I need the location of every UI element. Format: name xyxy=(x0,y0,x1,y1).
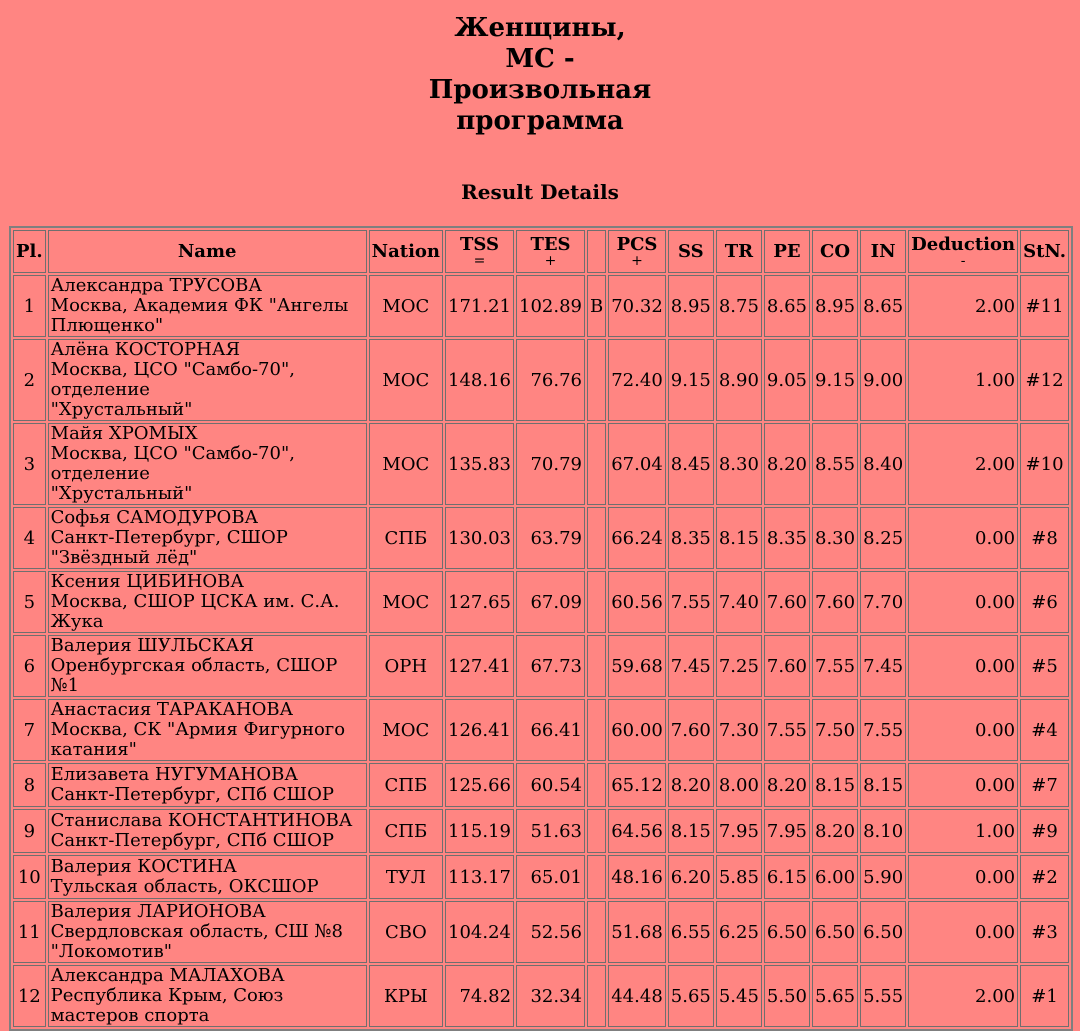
tss-cell: 148.16 xyxy=(445,339,514,421)
place-cell: 7 xyxy=(13,699,46,761)
in-cell: 6.50 xyxy=(860,901,906,963)
nation-cell: МОС xyxy=(369,339,443,421)
pe-cell: 8.20 xyxy=(764,423,810,505)
in-cell: 5.90 xyxy=(860,855,906,899)
tes-cell: 67.73 xyxy=(516,635,585,697)
skater-name: Станислава КОНСТАНТИНОВА xyxy=(50,810,353,831)
title-line: МС - xyxy=(505,44,575,74)
nation-cell: МОС xyxy=(369,699,443,761)
mark-cell xyxy=(587,763,606,807)
nation-cell: СПБ xyxy=(369,507,443,569)
in-cell: 8.40 xyxy=(860,423,906,505)
mark-cell: B xyxy=(587,275,606,337)
header-name: Name xyxy=(48,230,367,273)
table-row xyxy=(13,423,1069,505)
tes-cell: 51.63 xyxy=(516,809,585,853)
start-number-cell: #8 xyxy=(1020,507,1069,569)
skater-name: Александра ТРУСОВА xyxy=(50,275,262,296)
skater-club: Санкт-Петербург, СПб СШОР xyxy=(50,784,334,805)
skater-name: Анастасия ТАРАКАНОВА xyxy=(50,699,294,720)
deduction-cell: 2.00 xyxy=(908,423,1018,505)
co-cell: 9.15 xyxy=(812,339,858,421)
pe-cell: 7.60 xyxy=(764,635,810,697)
header-co: CO xyxy=(812,230,858,273)
pe-cell: 8.35 xyxy=(764,507,810,569)
table-row xyxy=(13,855,1069,899)
tes-cell: 102.89 xyxy=(516,275,585,337)
deduction-cell: 0.00 xyxy=(908,507,1018,569)
co-cell: 6.50 xyxy=(812,901,858,963)
header-tss-label: TSS xyxy=(460,234,500,255)
header-pe: PE xyxy=(764,230,810,273)
deduction-cell: 0.00 xyxy=(908,763,1018,807)
pe-cell: 7.60 xyxy=(764,571,810,633)
pe-cell: 6.50 xyxy=(764,901,810,963)
pcs-cell: 70.32 xyxy=(608,275,666,337)
start-number-cell: #9 xyxy=(1020,809,1069,853)
place-cell: 4 xyxy=(13,507,46,569)
tss-cell: 104.24 xyxy=(445,901,514,963)
mark-cell xyxy=(587,901,606,963)
nation-cell: СПБ xyxy=(369,763,443,807)
tss-cell: 113.17 xyxy=(445,855,514,899)
header-place: Pl. xyxy=(13,230,46,273)
co-cell: 5.65 xyxy=(812,965,858,1027)
mark-cell xyxy=(587,809,606,853)
skater-name: Валерия ШУЛЬСКАЯ xyxy=(50,635,254,656)
pcs-cell: 59.68 xyxy=(608,635,666,697)
nation-cell: СПБ xyxy=(369,809,443,853)
nation-cell: ОРН xyxy=(369,635,443,697)
name-cell xyxy=(48,423,367,505)
tr-cell: 8.90 xyxy=(716,339,762,421)
pcs-cell: 60.56 xyxy=(608,571,666,633)
deduction-cell: 1.00 xyxy=(908,339,1018,421)
skater-name: Валерия ЛАРИОНОВА xyxy=(50,901,266,922)
tss-cell: 171.21 xyxy=(445,275,514,337)
header-pcs-sub: + xyxy=(631,253,643,269)
header-deduction-sub: - xyxy=(960,253,966,269)
pe-cell: 8.65 xyxy=(764,275,810,337)
tr-cell: 8.00 xyxy=(716,763,762,807)
mark-cell xyxy=(587,635,606,697)
ss-cell: 7.55 xyxy=(668,571,714,633)
nation-cell: МОС xyxy=(369,423,443,505)
skater-name: Майя ХРОМЫХ xyxy=(50,423,198,444)
name-cell xyxy=(48,339,367,421)
skater-club: Тульская область, ОКСШОР xyxy=(50,876,319,897)
table-row xyxy=(13,901,1069,963)
skater-club: "Хрустальный" xyxy=(50,483,193,504)
table-row xyxy=(13,809,1069,853)
name-cell xyxy=(48,965,367,1027)
in-cell: 7.70 xyxy=(860,571,906,633)
tes-cell: 60.54 xyxy=(516,763,585,807)
mark-cell xyxy=(587,699,606,761)
pcs-cell: 48.16 xyxy=(608,855,666,899)
mark-cell xyxy=(587,855,606,899)
place-cell: 6 xyxy=(13,635,46,697)
in-cell: 8.25 xyxy=(860,507,906,569)
ss-cell: 7.60 xyxy=(668,699,714,761)
table-row xyxy=(13,571,1069,633)
place-cell: 8 xyxy=(13,763,46,807)
table-row xyxy=(13,763,1069,807)
name-cell xyxy=(48,571,367,633)
tr-cell: 6.25 xyxy=(716,901,762,963)
header-deduction xyxy=(908,230,1018,273)
pcs-cell: 72.40 xyxy=(608,339,666,421)
start-number-cell: #2 xyxy=(1020,855,1069,899)
pcs-cell: 51.68 xyxy=(608,901,666,963)
tss-cell: 125.66 xyxy=(445,763,514,807)
deduction-cell: 0.00 xyxy=(908,571,1018,633)
co-cell: 8.55 xyxy=(812,423,858,505)
tes-cell: 76.76 xyxy=(516,339,585,421)
ss-cell: 5.65 xyxy=(668,965,714,1027)
tss-cell: 126.41 xyxy=(445,699,514,761)
skater-club: "Хрустальный" xyxy=(50,399,193,420)
header-tss-sub: = xyxy=(473,253,486,269)
ss-cell: 8.20 xyxy=(668,763,714,807)
tr-cell: 5.85 xyxy=(716,855,762,899)
pe-cell: 7.95 xyxy=(764,809,810,853)
pcs-cell: 65.12 xyxy=(608,763,666,807)
ss-cell: 9.15 xyxy=(668,339,714,421)
title-line: Женщины, xyxy=(454,13,626,43)
deduction-cell: 0.00 xyxy=(908,901,1018,963)
in-cell: 9.00 xyxy=(860,339,906,421)
deduction-cell: 0.00 xyxy=(908,855,1018,899)
place-cell: 1 xyxy=(13,275,46,337)
ss-cell: 8.45 xyxy=(668,423,714,505)
table-row xyxy=(13,339,1069,421)
mark-cell xyxy=(587,339,606,421)
name-cell xyxy=(48,635,367,697)
pcs-cell: 44.48 xyxy=(608,965,666,1027)
tes-cell: 63.79 xyxy=(516,507,585,569)
header-deduction-label: Deduction xyxy=(911,234,1016,255)
nation-cell: ТУЛ xyxy=(369,855,443,899)
start-number-cell: #1 xyxy=(1020,965,1069,1027)
header-ss: SS xyxy=(668,230,714,273)
name-cell xyxy=(48,809,367,853)
start-number-cell: #6 xyxy=(1020,571,1069,633)
tss-cell: 130.03 xyxy=(445,507,514,569)
ss-cell: 8.35 xyxy=(668,507,714,569)
title-line: Произвольная xyxy=(428,75,652,105)
deduction-cell: 1.00 xyxy=(908,809,1018,853)
tes-cell: 65.01 xyxy=(516,855,585,899)
place-cell: 11 xyxy=(13,901,46,963)
skater-name: Валерия КОСТИНА xyxy=(50,856,237,877)
skater-club: Москва, СШОР ЦСКА им. С.А. Жука xyxy=(50,591,340,632)
tss-cell: 127.65 xyxy=(445,571,514,633)
skater-club: Оренбургская область, СШОР №1 xyxy=(50,655,338,696)
co-cell: 8.15 xyxy=(812,763,858,807)
place-cell: 5 xyxy=(13,571,46,633)
skater-club: Санкт-Петербург, СШОР "Звёздный лёд" xyxy=(50,527,288,568)
place-cell: 2 xyxy=(13,339,46,421)
ss-cell: 8.15 xyxy=(668,809,714,853)
tes-cell: 66.41 xyxy=(516,699,585,761)
name-cell xyxy=(48,275,367,337)
deduction-cell: 2.00 xyxy=(908,965,1018,1027)
name-cell xyxy=(48,901,367,963)
tr-cell: 8.75 xyxy=(716,275,762,337)
tr-cell: 5.45 xyxy=(716,965,762,1027)
name-cell xyxy=(48,855,367,899)
co-cell: 7.50 xyxy=(812,699,858,761)
header-in: IN xyxy=(860,230,906,273)
name-cell xyxy=(48,699,367,761)
place-cell: 9 xyxy=(13,809,46,853)
nation-cell: МОС xyxy=(369,275,443,337)
skater-club: Москва, ЦСО "Самбо-70", отделение xyxy=(50,443,295,484)
deduction-cell: 2.00 xyxy=(908,275,1018,337)
nation-cell: КРЫ xyxy=(369,965,443,1027)
tss-cell: 115.19 xyxy=(445,809,514,853)
mark-cell xyxy=(587,507,606,569)
skater-name: Софья САМОДУРОВА xyxy=(50,507,259,528)
ss-cell: 8.95 xyxy=(668,275,714,337)
name-cell xyxy=(48,763,367,807)
nation-cell: МОС xyxy=(369,571,443,633)
mark-cell xyxy=(587,423,606,505)
tr-cell: 7.40 xyxy=(716,571,762,633)
in-cell: 8.10 xyxy=(860,809,906,853)
title-line: программа xyxy=(456,106,624,136)
start-number-cell: #4 xyxy=(1020,699,1069,761)
tes-cell: 67.09 xyxy=(516,571,585,633)
start-number-cell: #5 xyxy=(1020,635,1069,697)
table-header-row xyxy=(13,230,1069,273)
table-row xyxy=(13,507,1069,569)
header-nation: Nation xyxy=(369,230,443,273)
in-cell: 5.55 xyxy=(860,965,906,1027)
name-cell xyxy=(48,507,367,569)
co-cell: 6.00 xyxy=(812,855,858,899)
co-cell: 8.30 xyxy=(812,507,858,569)
tr-cell: 7.30 xyxy=(716,699,762,761)
co-cell: 8.95 xyxy=(812,275,858,337)
pcs-cell: 60.00 xyxy=(608,699,666,761)
header-tr: TR xyxy=(716,230,762,273)
header-mark xyxy=(587,230,606,273)
mark-cell xyxy=(587,571,606,633)
table-row xyxy=(13,275,1069,337)
start-number-cell: #3 xyxy=(1020,901,1069,963)
pcs-cell: 66.24 xyxy=(608,507,666,569)
header-pcs-label: PCS xyxy=(616,234,658,255)
mark-cell xyxy=(587,965,606,1027)
header-tss xyxy=(445,230,514,273)
header-start-number: StN. xyxy=(1020,230,1069,273)
skater-club: Москва, Академия ФК "Ангелы Плющенко" xyxy=(50,295,349,336)
ss-cell: 6.20 xyxy=(668,855,714,899)
tss-cell: 135.83 xyxy=(445,423,514,505)
table-row xyxy=(13,699,1069,761)
place-cell: 12 xyxy=(13,965,46,1027)
pcs-cell: 64.56 xyxy=(608,809,666,853)
pe-cell: 9.05 xyxy=(764,339,810,421)
table-row xyxy=(13,635,1069,697)
place-cell: 10 xyxy=(13,855,46,899)
start-number-cell: #7 xyxy=(1020,763,1069,807)
pe-cell: 7.55 xyxy=(764,699,810,761)
tss-cell: 127.41 xyxy=(445,635,514,697)
deduction-cell: 0.00 xyxy=(908,635,1018,697)
results-table xyxy=(9,226,1073,1031)
co-cell: 8.20 xyxy=(812,809,858,853)
skater-club: Свердловская область, СШ №8 "Локомотив" xyxy=(50,921,343,962)
pe-cell: 8.20 xyxy=(764,763,810,807)
start-number-cell: #11 xyxy=(1020,275,1069,337)
page-title xyxy=(0,0,1080,137)
tr-cell: 7.25 xyxy=(716,635,762,697)
skater-name: Ксения ЦИБИНОВА xyxy=(50,571,245,592)
pe-cell: 6.15 xyxy=(764,855,810,899)
header-tes-label: TES xyxy=(530,234,571,255)
skater-name: Алёна КОСТОРНАЯ xyxy=(50,339,241,360)
deduction-cell: 0.00 xyxy=(908,699,1018,761)
results-body xyxy=(13,275,1069,1027)
skater-club: Санкт-Петербург, СПб СШОР xyxy=(50,830,334,851)
in-cell: 8.15 xyxy=(860,763,906,807)
place-cell: 3 xyxy=(13,423,46,505)
skater-club: Республика Крым, Союз мастеров спорта xyxy=(50,985,284,1026)
in-cell: 7.55 xyxy=(860,699,906,761)
nation-cell: СВО xyxy=(369,901,443,963)
in-cell: 8.65 xyxy=(860,275,906,337)
table-row xyxy=(13,965,1069,1027)
skater-club: Москва, СК "Армия Фигурного катания" xyxy=(50,719,346,760)
tes-cell: 70.79 xyxy=(516,423,585,505)
ss-cell: 7.45 xyxy=(668,635,714,697)
start-number-cell: #12 xyxy=(1020,339,1069,421)
header-pcs xyxy=(608,230,666,273)
start-number-cell: #10 xyxy=(1020,423,1069,505)
in-cell: 7.45 xyxy=(860,635,906,697)
co-cell: 7.60 xyxy=(812,571,858,633)
tes-cell: 52.56 xyxy=(516,901,585,963)
ss-cell: 6.55 xyxy=(668,901,714,963)
tr-cell: 7.95 xyxy=(716,809,762,853)
tr-cell: 8.15 xyxy=(716,507,762,569)
header-tes-sub: + xyxy=(544,253,557,269)
tss-cell: 74.82 xyxy=(445,965,514,1027)
tr-cell: 8.30 xyxy=(716,423,762,505)
co-cell: 7.55 xyxy=(812,635,858,697)
pe-cell: 5.50 xyxy=(764,965,810,1027)
pcs-cell: 67.04 xyxy=(608,423,666,505)
page-subtitle: Result Details xyxy=(461,180,619,204)
header-tes xyxy=(516,230,585,273)
tes-cell: 32.34 xyxy=(516,965,585,1027)
skater-name: Александра МАЛАХОВА xyxy=(50,965,285,986)
skater-club: Москва, ЦСО "Самбо-70", отделение xyxy=(50,359,295,400)
skater-name: Елизавета НУГУМАНОВА xyxy=(50,764,298,785)
